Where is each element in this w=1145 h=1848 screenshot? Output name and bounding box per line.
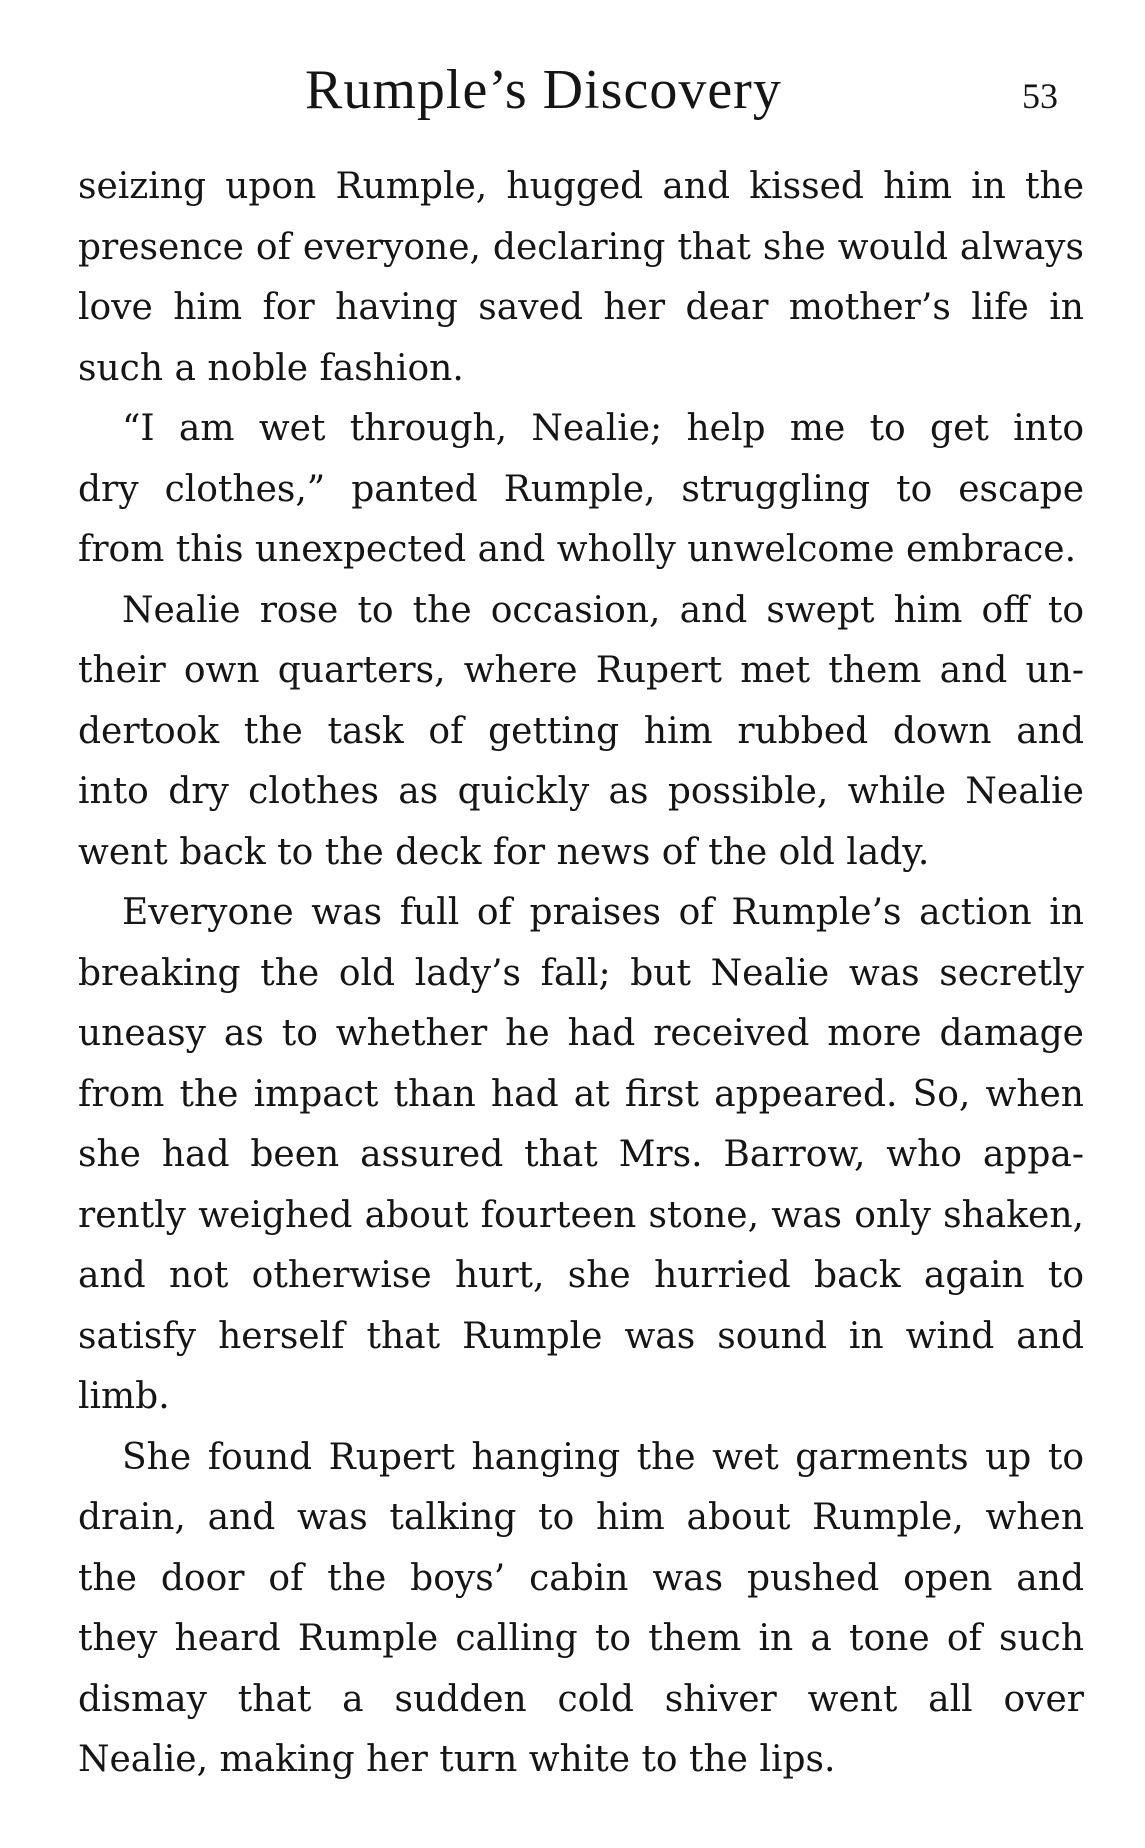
- text-line: seizing upon Rumple, hugged and kissed him in the: [78, 166, 1084, 207]
- text-line: breaking the old lady’s fall; but Nealie was secretly: [78, 952, 1084, 994]
- text-line: drain, and was talking to him about Rumple, when: [78, 1497, 1084, 1538]
- paragraph: [78, 581, 1084, 884]
- text-line: presence of everyone, declaring that she would always: [78, 226, 1084, 268]
- text-line: and not otherwise hurt, she hurried back again to: [78, 1255, 1084, 1296]
- text-line: limb.: [78, 1376, 170, 1417]
- text-line: uneasy as to whether he had received more damage: [78, 1013, 1084, 1054]
- text-line: Nealie rose to the occasion, and swept him off to: [122, 589, 1084, 631]
- text-line: from the impact than had at first appeared. So, when: [78, 1073, 1084, 1115]
- text-line: satisfy herself that Rumple was sound in wind and: [78, 1315, 1084, 1357]
- body-text: [78, 157, 1084, 1791]
- paragraph: [78, 157, 1084, 399]
- text-line: went back to the deck for news of the old lady.: [78, 831, 930, 873]
- text-line: their own quarters, where Rupert met them and un-: [78, 650, 1084, 691]
- chapter-title: Rumple’s Discovery: [305, 59, 782, 121]
- text-line: rently weighed about fourteen stone, was only shaken,: [78, 1194, 1084, 1236]
- page-number: 53: [1022, 76, 1058, 116]
- text-line: Everyone was full of praises of Rumple’s action in: [122, 892, 1084, 933]
- text-line: Nealie, making her turn white to the lips.: [78, 1739, 836, 1780]
- text-line: she had been assured that Mrs. Barrow, who appa-: [78, 1134, 1084, 1175]
- paragraph: [78, 1428, 1084, 1791]
- text-line: She found Rupert hanging the wet garments up to: [122, 1436, 1084, 1478]
- text-line: such a noble fashion.: [78, 347, 464, 389]
- text-line: dry clothes,” panted Rumple, struggling to escape: [78, 468, 1084, 510]
- text-line: dismay that a sudden cold shiver went all over: [78, 1678, 1084, 1720]
- text-line: “I am wet through, Nealie; help me to get into: [122, 408, 1084, 449]
- text-line: they heard Rumple calling to them in a tone of such: [78, 1618, 1084, 1659]
- text-line: into dry clothes as quickly as possible, while Nealie: [78, 771, 1084, 812]
- paragraph: [78, 883, 1084, 1428]
- text-line: the door of the boys’ cabin was pushed open and: [78, 1557, 1084, 1599]
- paragraph: [78, 399, 1084, 581]
- running-head: [0, 52, 1145, 132]
- text-line: dertook the task of getting him rubbed down and: [78, 710, 1084, 752]
- text-line: love him for having saved her dear mother’s life in: [78, 287, 1084, 328]
- text-line: from this unexpected and wholly unwelcome embrace.: [78, 529, 1077, 570]
